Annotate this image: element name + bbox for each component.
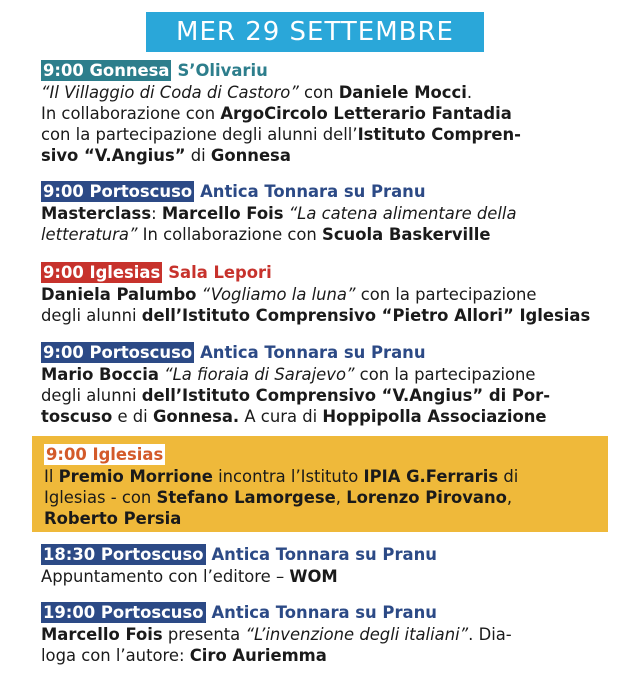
event-text-segment: Roberto Persia [44, 509, 182, 528]
event-text-segment: Hoppipolla Associazione [322, 407, 547, 426]
event-text-segment: con la partecipazione [355, 285, 537, 304]
event-text-segment: con la partecipazione [354, 365, 536, 384]
event-text-segment: In collaborazione con [137, 225, 323, 244]
event-text-segment: Gonnesa [210, 146, 291, 165]
event-item [41, 544, 597, 587]
date-header [146, 12, 484, 52]
event-text-segment: Ciro Auriemma [189, 646, 327, 665]
event-header [41, 602, 597, 623]
event-text-segment: presenta [162, 625, 246, 644]
event-text-segment: con la partecipazione degli alunni dell’ [41, 125, 358, 144]
event-text-segment: , [335, 488, 347, 507]
event-description-line [41, 364, 597, 385]
event-description-line [44, 508, 600, 529]
event-text-segment: “Il Villaggio di Coda di Castoro” [41, 83, 299, 102]
event-description-line [41, 406, 597, 427]
event-description-line [41, 645, 597, 666]
event-venue: Antica Tonnara su Pranu [211, 603, 437, 622]
event-text-segment: Istituto Compren- [357, 125, 521, 144]
event-text-segment: dell’Istituto Comprensivo “V.Angius” di Por- [141, 386, 551, 405]
event-text-segment: Il [44, 467, 59, 486]
event-description-line [41, 124, 597, 145]
event-time-place-tag: 9:00 Gonnesa [43, 61, 170, 80]
event-header [41, 342, 597, 363]
event-header [41, 60, 597, 81]
event-text-segment: loga con l’autore: [41, 646, 190, 665]
event-item [41, 181, 597, 245]
event-text-segment: Daniela Palumbo [41, 285, 197, 304]
event-text-segment: . Dia- [468, 625, 512, 644]
event-text-segment: degli alunni [41, 386, 142, 405]
event-item [41, 602, 597, 666]
event-text-segment: Marcello Fois [41, 625, 163, 644]
event-text-segment: In collaborazione con [41, 104, 221, 123]
event-time-place-tag: 9:00 Iglesias [46, 445, 164, 464]
event-description-line [41, 566, 597, 587]
event-text-segment: e di [112, 407, 153, 426]
event-text-segment: “La catena alimentare della [283, 204, 517, 223]
event-description-line [41, 305, 597, 326]
event-text-segment: degli alunni [41, 306, 142, 325]
event-venue: S’Olivariu [177, 61, 268, 80]
event-text-segment: Stefano Lamorgese [156, 488, 336, 507]
event-item [44, 444, 600, 529]
event-description-line [44, 487, 600, 508]
event-header [41, 181, 597, 202]
event-text-segment: Gonnesa. [152, 407, 240, 426]
event-text-segment: ArgoCircolo Letterario Fantadia [220, 104, 512, 123]
event-header [41, 544, 597, 565]
event-text-segment: Daniele Mocci [338, 83, 467, 102]
event-text-segment: Mario Boccia [41, 365, 159, 384]
event-text-segment: toscuso [41, 407, 113, 426]
event-text-segment: letteratura” [41, 225, 138, 244]
event-text-segment: : [151, 204, 162, 223]
event-text-segment: . [466, 83, 473, 102]
event-description-line [41, 224, 597, 245]
event-time-place-tag: 9:00 Portoscuso [43, 182, 193, 201]
event-text-segment: Scuola Baskerville [322, 225, 491, 244]
event-time-place-tag: 9:00 Iglesias [43, 263, 161, 282]
event-text-segment: con [298, 83, 339, 102]
event-text-segment: WOM [289, 567, 338, 586]
event-text-segment: Iglesias - con [44, 488, 157, 507]
event-text-segment: Marcello Fois [161, 204, 284, 223]
event-text-segment: Masterclass [41, 204, 152, 223]
event-text-segment: A cura di [239, 407, 323, 426]
event-item [41, 342, 597, 427]
event-text-segment: IPIA G.Ferraris [363, 467, 499, 486]
event-time-place-tag: 19:00 Portoscuso [43, 603, 204, 622]
event-text-segment: “La fioraia di Sarajevo” [158, 365, 355, 384]
event-venue: Antica Tonnara su Pranu [200, 182, 426, 201]
event-venue: Antica Tonnara su Pranu [200, 343, 426, 362]
event-time-place-tag: 9:00 Portoscuso [43, 343, 193, 362]
event-header [44, 444, 600, 465]
event-text-segment: Lorenzo Pirovano [346, 488, 507, 507]
event-description-line [41, 82, 597, 103]
event-header [41, 262, 597, 283]
event-text-segment: di [498, 467, 519, 486]
event-description-line [41, 103, 597, 124]
event-description-line [41, 145, 597, 166]
event-venue: Antica Tonnara su Pranu [211, 545, 437, 564]
event-text-segment: incontra l’Istituto [212, 467, 364, 486]
event-text-segment: “L’invenzione degli italiani” [245, 625, 469, 644]
event-text-segment: sivo “V.Angius” [41, 146, 186, 165]
event-item [41, 262, 597, 326]
event-text-segment: dell’Istituto Comprensivo “Pietro Allori” Iglesias [141, 306, 591, 325]
event-description-line [41, 624, 597, 645]
event-text-segment: Premio Morrione [58, 467, 213, 486]
event-item [41, 60, 597, 166]
event-description-line [44, 466, 600, 487]
event-text-segment: Appuntamento con l’editore – [41, 567, 290, 586]
event-time-place-tag: 18:30 Portoscuso [43, 545, 204, 564]
event-description-line [41, 385, 597, 406]
date-header-title: MER 29 SETTEMBRE [176, 17, 454, 47]
event-text-segment: , [506, 488, 513, 507]
event-description-line [41, 203, 597, 224]
event-description-line [41, 284, 597, 305]
event-venue: Sala Lepori [168, 263, 272, 282]
event-text-segment: di [185, 146, 211, 165]
event-text-segment: “Vogliamo la luna” [196, 285, 356, 304]
